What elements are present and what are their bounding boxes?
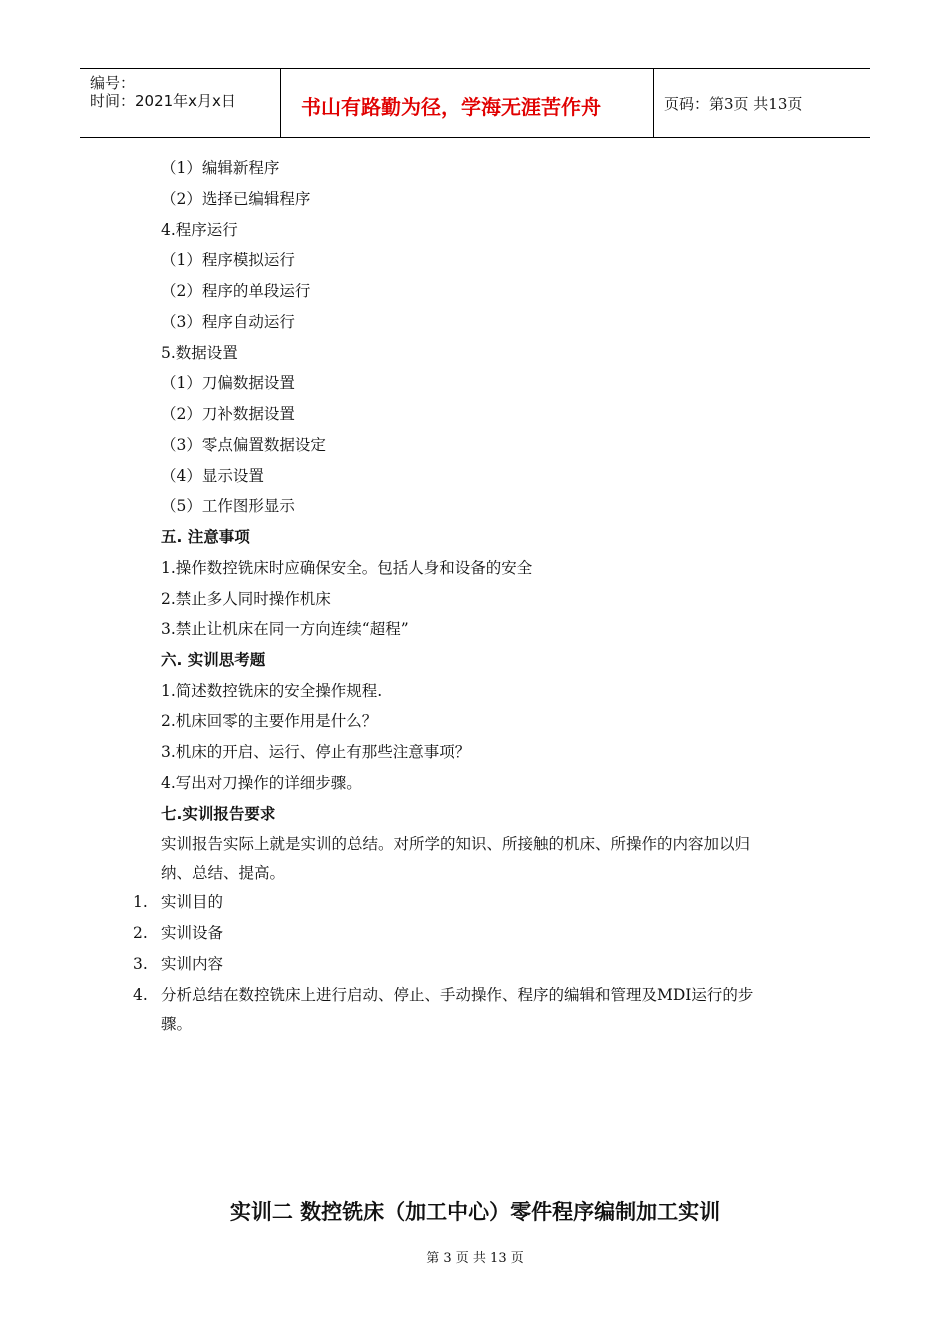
text-line: （2）选择已编辑程序 bbox=[161, 190, 311, 208]
page-header bbox=[80, 68, 870, 138]
header-left-cell bbox=[80, 69, 281, 137]
text-line: （1）程序模拟运行 bbox=[161, 251, 295, 269]
text-line: 5.数据设置 bbox=[161, 344, 238, 362]
text-line: （1）刀偏数据设置 bbox=[161, 374, 295, 392]
text-line: 实训报告实际上就是实训的总结。对所学的知识、所接触的机床、所操作的内容加以归 bbox=[161, 835, 751, 853]
page-info: 页码：第3页 共13页 bbox=[664, 95, 803, 113]
text-line: 纳、总结、提高。 bbox=[161, 864, 286, 882]
section-heading: 七.实训报告要求 bbox=[161, 805, 276, 823]
list-item: 实训目的 bbox=[161, 893, 224, 911]
text-line: 4.写出对刀操作的详细步骤。 bbox=[161, 774, 362, 792]
text-line: （2）程序的单段运行 bbox=[161, 282, 311, 300]
list-number: 3. bbox=[133, 955, 148, 973]
list-item: 分析总结在数控铣床上进行启动、停止、手动操作、程序的编辑和管理及MDI运行的步 bbox=[161, 986, 754, 1004]
text-line: 1.操作数控铣床时应确保安全。包括人身和设备的安全 bbox=[161, 559, 533, 577]
section-heading: 五. 注意事项 bbox=[161, 528, 250, 546]
text-line: 4.程序运行 bbox=[161, 221, 238, 239]
list-number: 2. bbox=[133, 924, 148, 942]
section-title: 实训二 数控铣床（加工中心）零件程序编制加工实训 bbox=[229, 1200, 721, 1224]
list-item: 实训设备 bbox=[161, 924, 224, 942]
list-number: 1. bbox=[133, 893, 148, 911]
text-line: 2.机床回零的主要作用是什么？ bbox=[161, 712, 378, 730]
text-line: （3）零点偏置数据设定 bbox=[161, 436, 326, 454]
number-label: 编号： bbox=[90, 74, 136, 92]
text-line: （5）工作图形显示 bbox=[161, 497, 295, 515]
page-footer: 第 3 页 共 13 页 bbox=[426, 1251, 524, 1266]
text-line: （1）编辑新程序 bbox=[161, 159, 280, 177]
header-motto-cell bbox=[281, 69, 654, 137]
text-line: （2）刀补数据设置 bbox=[161, 405, 295, 423]
list-item-continuation: 骤。 bbox=[161, 1015, 193, 1033]
text-line: 3.机床的开启、运行、停止有那些注意事项？ bbox=[161, 743, 471, 761]
text-line: 2.禁止多人同时操作机床 bbox=[161, 590, 331, 608]
text-line: 3.禁止让机床在同一方向连续“超程” bbox=[161, 620, 409, 638]
motto-text: 书山有路勤为径，学海无涯苦作舟 bbox=[301, 95, 601, 119]
time-label: 时间：2021年x月x日 bbox=[90, 92, 236, 110]
list-number: 4. bbox=[133, 986, 148, 1004]
text-line: （4）显示设置 bbox=[161, 467, 264, 485]
list-item: 实训内容 bbox=[161, 955, 224, 973]
section-heading: 六. 实训思考题 bbox=[161, 651, 266, 669]
text-line: （3）程序自动运行 bbox=[161, 313, 295, 331]
text-line: 1.简述数控铣床的安全操作规程. bbox=[161, 682, 383, 700]
